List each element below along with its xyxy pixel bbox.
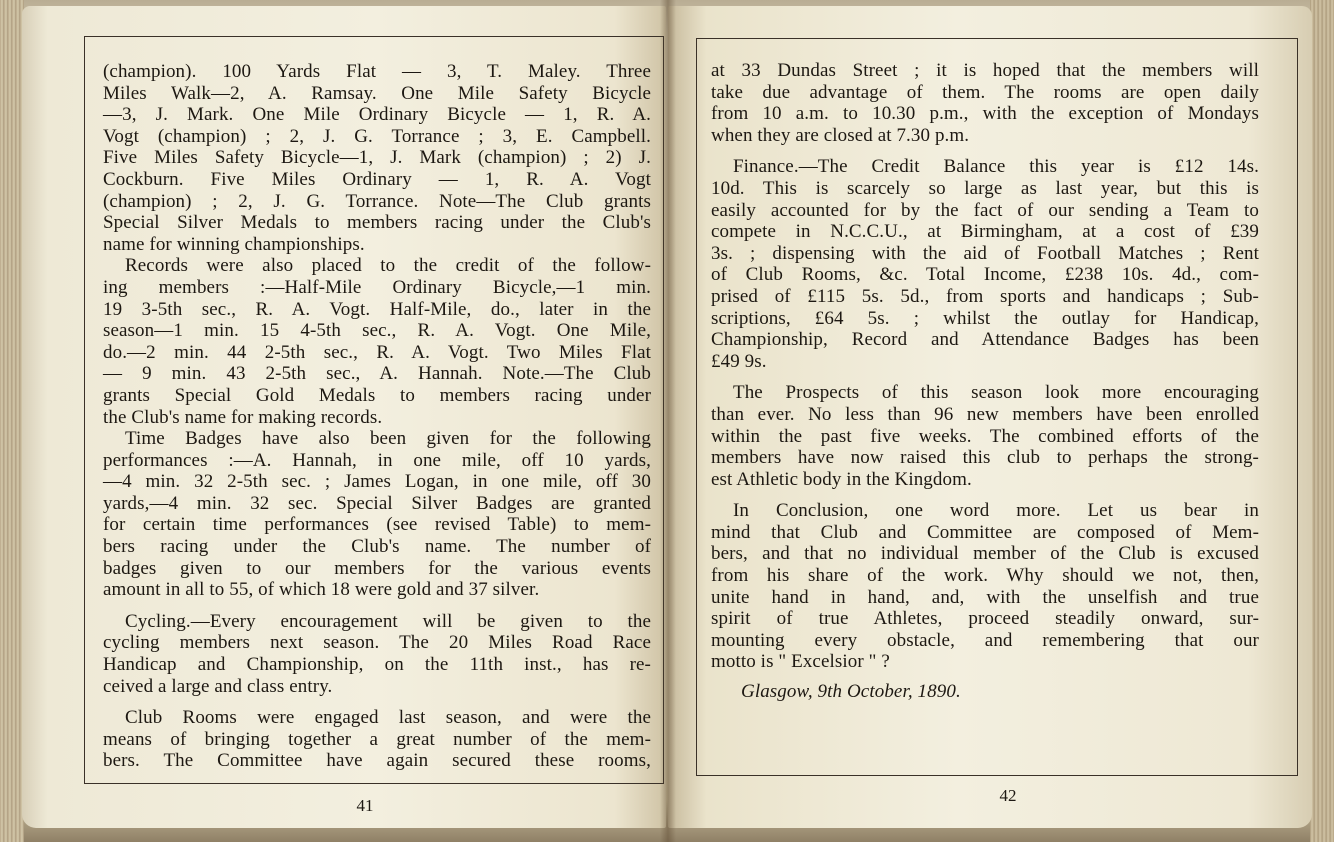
book-gutter <box>660 0 676 842</box>
left-page-text-frame <box>84 36 664 784</box>
text-line: Five Miles Safety Bicycle—1, J. Mark (champion) ; 2) J. <box>103 147 651 169</box>
text-line: performances :—A. Hannah, in one mile, off 10 yards, <box>103 449 651 471</box>
cycling-paragraph-start: Cycling.—Every encouragement will be given to the <box>125 610 651 632</box>
text-line: 19 3-5th sec., R. A. Vogt. Half-Mile, do., later in the <box>103 298 651 320</box>
text-line: mind that Club and Committee are composed of Mem- <box>711 521 1259 543</box>
text-line: —3, J. Mark. One Mile Ordinary Bicycle — 1, R. A. <box>103 104 651 126</box>
text-line: amount in all to 55, of which 18 were gold and 37 silver. <box>103 579 540 601</box>
text-line: means of bringing together a great number of the mem- <box>103 728 651 750</box>
text-line: —4 min. 32 2-5th sec. ; James Logan, in one mile, off 30 <box>103 471 651 493</box>
text-line: members have now raised this club to perhaps the strong- <box>711 447 1259 469</box>
left-page-edges <box>0 0 24 842</box>
text-line: Championship, Record and Attendance Badges has been <box>711 329 1259 351</box>
text-line: unite hand in hand, and, with the unselfish and true <box>711 586 1259 608</box>
text-line: at 33 Dundas Street ; it is hoped that the members will <box>711 60 1259 81</box>
text-line: bers. The Committee have again secured these rooms, <box>103 750 651 772</box>
text-line: scriptions, £64 5s. ; whilst the outlay for Handicap, <box>711 307 1259 329</box>
text-line: spirit of true Athletes, proceed steadily onward, sur- <box>711 608 1259 630</box>
prospects-paragraph-start: The Prospects of this season look more encouraging <box>733 382 1259 404</box>
text-line: for certain time performances (see revised Table) to mem- <box>103 514 651 536</box>
text-line: easily accounted for by the fact of our sending a Team to <box>711 199 1259 221</box>
text-line: season—1 min. 15 4-5th sec., R. A. Vogt. One Mile, <box>103 320 651 342</box>
text-line: within the past five weeks. The combined efforts of the <box>711 425 1259 447</box>
text-line: (champion) ; 2, J. G. Torrance. Note—The Club grants <box>103 190 651 212</box>
text-line: bers racing under the Club's name. The number of <box>103 536 651 558</box>
text-line: 3s. ; dispensing with the aid of Football Matches ; Rent <box>711 242 1259 264</box>
text-line: of Club Rooms, &c. Total Income, £238 10s. 4d., com- <box>711 264 1259 286</box>
right-page-edges <box>1310 0 1334 842</box>
text-line: (champion). 100 Yards Flat — 3, T. Maley. Three <box>103 61 651 82</box>
club-rooms-paragraph-start: Club Rooms were engaged last season, and were the <box>125 707 651 729</box>
text-line: from 10 a.m. to 10.30 p.m., with the exception of Mondays <box>711 103 1259 125</box>
text-line: ceived a large and class entry. <box>103 675 333 697</box>
right-page <box>668 6 1312 828</box>
text-line: from his share of the work. Why should we not, then, <box>711 565 1259 587</box>
finance-paragraph-start: Finance.—The Credit Balance this year is £12 14s. <box>733 156 1259 178</box>
records-paragraph-start: Records were also placed to the credit of the follow- <box>125 255 651 277</box>
text-line: mounting every obstacle, and remembering that our <box>711 629 1259 651</box>
time-badges-paragraph-start: Time Badges have also been given for the following <box>125 428 651 450</box>
page-number-left: 41 <box>356 796 374 815</box>
text-line: bers, and that no individual member of the Club is excused <box>711 543 1259 565</box>
text-line: motto is " Excelsior " ? <box>711 651 890 673</box>
text-line: the Club's name for making records. <box>103 406 383 428</box>
text-line: — 9 min. 43 2-5th sec., A. Hannah. Note.—The Club <box>103 363 651 385</box>
text-line: when they are closed at 7.30 p.m. <box>711 124 970 146</box>
text-line: est Athletic body in the Kingdom. <box>711 468 972 490</box>
text-line: Vogt (champion) ; 2, J. G. Torrance ; 3, E. Campbell. <box>103 125 651 147</box>
text-line: than ever. No less than 96 new members have been enrolled <box>711 403 1259 425</box>
text-line: Cockburn. Five Miles Ordinary — 1, R. A. Vogt <box>103 168 651 190</box>
text-line: yards,—4 min. 32 sec. Special Silver Badges are granted <box>103 492 651 514</box>
right-page-text-frame <box>696 38 1298 776</box>
text-line: prised of £115 5s. 5d., from sports and handicaps ; Sub- <box>711 285 1259 307</box>
text-line: £49 9s. <box>711 350 767 372</box>
left-page-text-block <box>103 61 651 772</box>
text-line: Special Silver Medals to members racing under the Club's <box>103 212 651 234</box>
text-line: 10d. This is scarcely so large as last year, but this is <box>711 177 1259 199</box>
conclusion-paragraph-start: In Conclusion, one word more. Let us bear in <box>733 500 1259 522</box>
text-line: do.—2 min. 44 2-5th sec., R. A. Vogt. Two Miles Flat <box>103 341 651 363</box>
left-page <box>22 6 666 828</box>
text-line: grants Special Gold Medals to members racing under <box>103 384 651 406</box>
right-page-text-block <box>711 60 1259 703</box>
text-line: ing members :—Half-Mile Ordinary Bicycle,—1 min. <box>103 276 651 298</box>
signature-date-line: Glasgow, 9th October, 1890. <box>741 681 961 703</box>
text-line: compete in N.C.C.U., at Birmingham, at a cost of £39 <box>711 221 1259 243</box>
page-number-right: 42 <box>999 786 1017 805</box>
text-line: Handicap and Championship, on the 11th inst., has re- <box>103 654 651 676</box>
text-line: cycling members next season. The 20 Miles Road Race <box>103 632 651 654</box>
text-line: name for winning championships. <box>103 233 365 255</box>
text-line: Miles Walk—2, A. Ramsay. One Mile Safety Bicycle <box>103 82 651 104</box>
text-line: take due advantage of them. The rooms are open daily <box>711 81 1259 103</box>
text-line: badges given to our members for the various events <box>103 557 651 579</box>
